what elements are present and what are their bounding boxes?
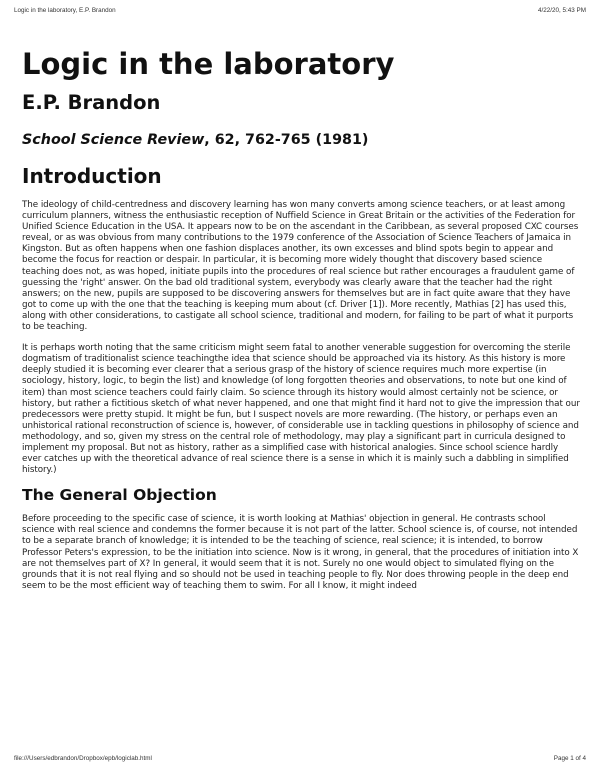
section-heading-introduction: Introduction — [22, 164, 162, 188]
citation-details: , 62, 762-765 (1981) — [204, 132, 369, 148]
print-footer — [14, 755, 586, 762]
paragraph: The ideology of child-centredness and discovery learning has won many converts among science teachers, or at least among curriculum planners, witness the enthusiastic reception of Nuffield Science in Great Britain or the activities of the Federation for Unified Science Education in the USA. It appears now to be on the ascendant in the Caribbean, as several proposed CXC courses reveal, or as was obvious from many contributions to the 1979 conference of the Association of Science Teachers of Jamaica in Kingston. But as often happens when one fashion displaces another, its own excesses and blind spots begin to appear and become the focus for reaction or despair. In particular, it is becoming more widely thought that discovery based science teaching does not, as was hoped, initiate pupils into the procedures of real science but rather encourages a fraudulent game of guessing the 'right' answer. On the bad old traditional system, everybody was clearly aware that the teacher had the right answers; on the new, pupils are supposed to be discovering answers for themselves but are in fact quite aware that they have got to come up with the one that the teaching is keeping mum about (cf. Driver [1]). More recently, Mathias [2] has used this, along with other considerations, to castigate all school science, traditional and modern, for failing to be part of what it purports to be teaching. — [22, 200, 579, 333]
paragraph: Before proceeding to the specific case of science, it is worth looking at Mathias' objection in general. He contrasts school science with real science and condemns the former because it is not part of the latter. School science is, of course, not intended to be a separate branch of knowledge; it is intended to be the teaching of science, real science; it is intended, to borrow Professor Peters's expression, to be the initiation into science. Now is it wrong, in general, that the procedures of initiation into X are not themselves part of X? In general, it would seem that it is not. Surely no one would object to simulated flying on the grounds that it is not real flying and so should not be used in teaching people to fly. Nor does throwing people in the deep end seem to be the most efficient way of teaching them to swim. For all I know, it might indeed — [22, 514, 579, 591]
page-title: Logic in the laboratory — [22, 47, 395, 81]
print-header-timestamp: 4/22/20, 5:43 PM — [538, 7, 586, 14]
paragraph: It is perhaps worth noting that the same criticism might seem fatal to another venerable suggestion for overcoming the sterile dogmatism of traditionalist science teachingthe idea that science should be approached via its history. As this history is more deeply studied it is becoming ever clearer that a serious grasp of the history of science requires much more expertise (in sociology, history, logic, to begin the list) and knowledge (of long forgotten theories and observations, to note but one kind of item) than most science teachers could fairly claim. So science through its history would almost certainly not be science, or history, but rather a fictitious sketch of what never happened, and one that might find it hard not to give the impression that our predecessors were pretty stupid. It might be fun, but I suspect novels are more rewarding. (The history, or perhaps even an unhistorical rational reconstruction of science is, however, of considerable use in tackling questions in philosophy of science and methodology, and so, given my stress on the central role of methodology, may play a significant part in curricula designed to implement my proposal. But not as history, rather as a simplified case with historical analogies. Since school science hardly ever catches up with the theoretical advance of real science there is a sense in which it is mainly such a dabbling in simplified history.) — [22, 343, 580, 476]
section-heading-general-objection: The General Objection — [22, 486, 217, 505]
document-body — [22, 40, 580, 602]
journal-name: School Science Review — [22, 132, 205, 148]
print-header — [14, 7, 586, 14]
file-path: file:///Users/edbrandon/Dropbox/epb/logiclab.html — [14, 755, 152, 762]
page-number: Page 1 of 4 — [553, 755, 586, 762]
citation — [22, 131, 580, 149]
author-name: E.P. Brandon — [22, 91, 161, 114]
print-header-title: Logic in the laboratory, E.P. Brandon — [14, 7, 116, 14]
